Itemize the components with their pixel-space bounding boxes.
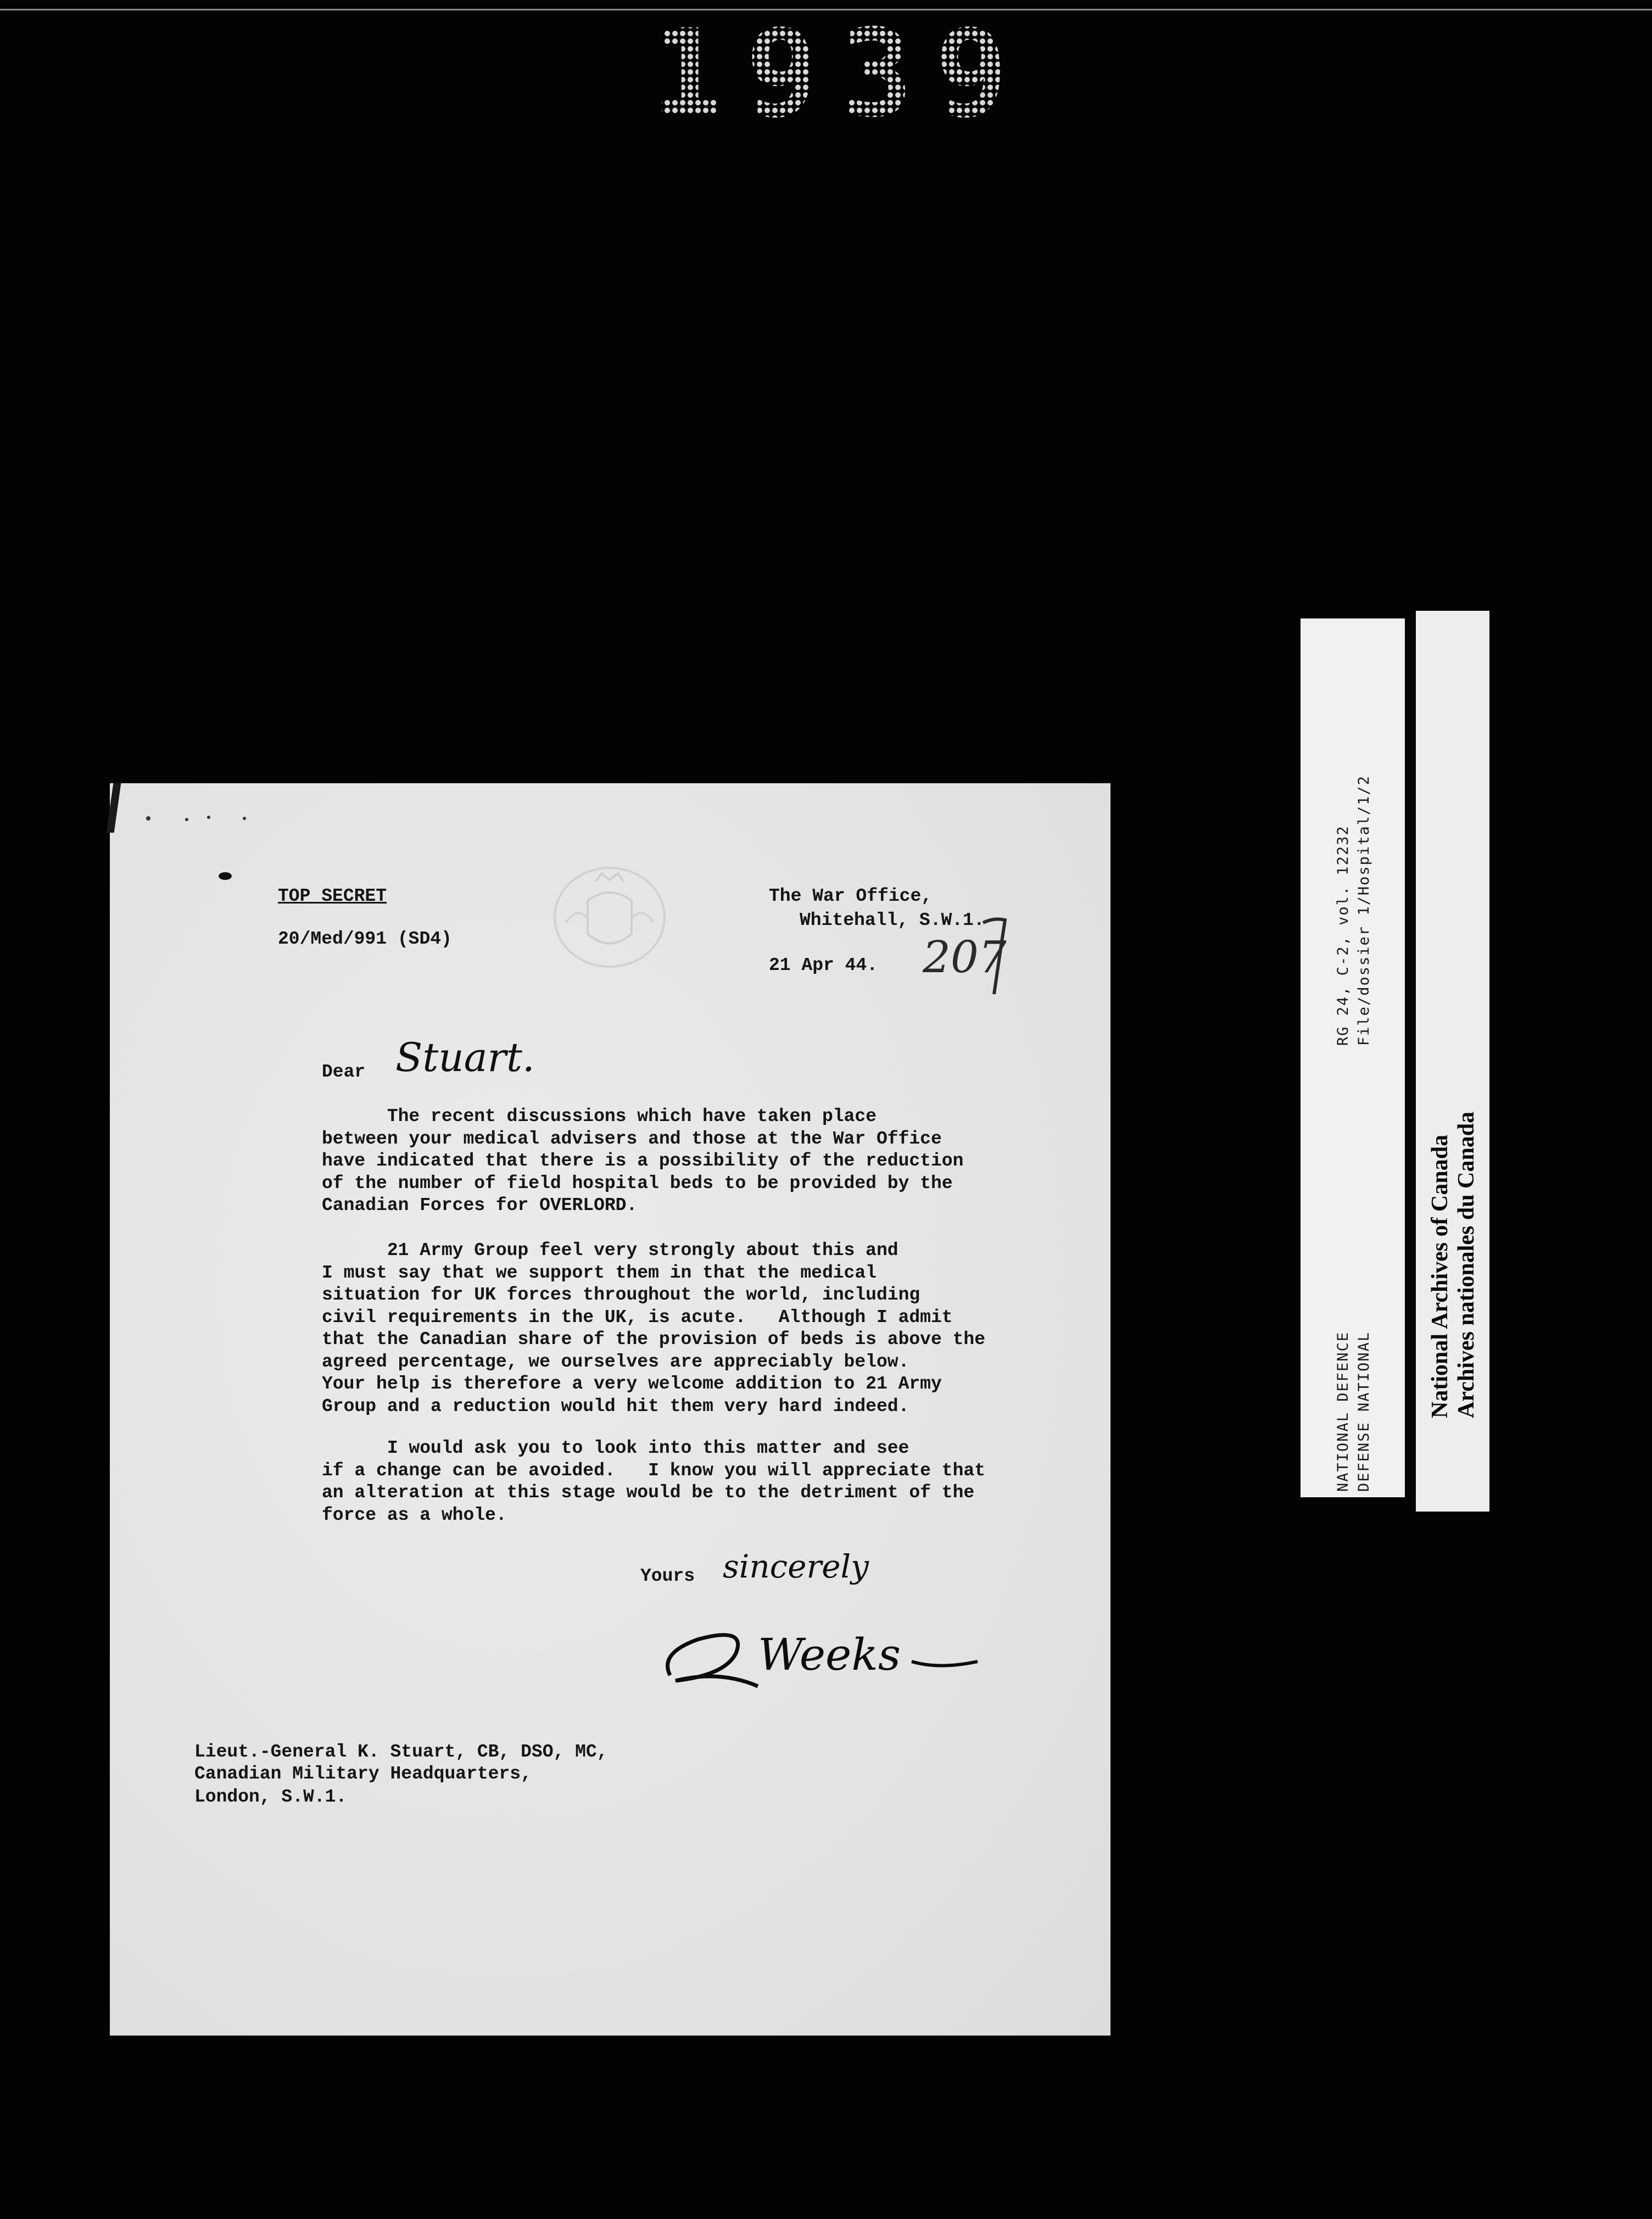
handwritten-salutation-name <box>390 1027 544 1088</box>
body-line: 21 Army Group feel very strongly about this and <box>322 1240 898 1261</box>
closing-word: Yours <box>640 1566 695 1586</box>
body-line: that the Canadian share of the provision of beds is above the <box>322 1329 985 1350</box>
archive-institution-label <box>1416 611 1489 1512</box>
recipient-line-2: Canadian Military Headquarters, <box>194 1764 532 1784</box>
body-line: Group and a reduction would hit them very hard indeed. <box>322 1396 909 1417</box>
archive-ref-line-2: File/dossier 1/Hospital/1/2 <box>1355 775 1372 1046</box>
body-line: an alteration at this stage would be to the detriment of the <box>322 1482 975 1503</box>
body-line: have indicated that there is a possibility of the reduction <box>322 1151 964 1171</box>
ink-specks <box>137 813 275 895</box>
body-line: I would ask you to look into this matter and see <box>322 1438 909 1458</box>
body-line: of the number of field hospital beds to be provided by the <box>322 1173 953 1194</box>
handwritten-signature <box>654 1609 994 1703</box>
body-line: situation for UK forces throughout the world, including <box>322 1285 920 1305</box>
institution-name-en: National Archives of Canada <box>1427 1134 1453 1418</box>
svg-text:207: 207 <box>923 932 1007 983</box>
archive-dept-line-1: NATIONAL DEFENCE <box>1335 1331 1352 1492</box>
body-line: between your medical advisers and those at the War Office <box>322 1128 942 1149</box>
body-line: if a change can be avoided. I know you will appreciate that <box>322 1460 985 1481</box>
institution-name-fr: Archives nationales du Canada <box>1454 1111 1479 1418</box>
body-line: Canadian Forces for OVERLORD. <box>322 1195 638 1216</box>
body-line: Your help is therefore a very welcome addition to 21 Army <box>322 1374 942 1394</box>
handwritten-closing <box>719 1545 906 1594</box>
body-line: civil requirements in the UK, is acute. Although I admit <box>322 1307 953 1328</box>
handwritten-folio-number <box>912 906 1022 1027</box>
svg-text:Stuart.: Stuart. <box>395 1034 535 1080</box>
classification-marking: TOP SECRET <box>278 886 387 906</box>
letter-date: 21 Apr 44. <box>769 955 878 975</box>
sender-address-line-2: Whitehall, S.W.1. <box>800 910 985 930</box>
body-line: I must say that we support them in that the medical <box>322 1262 877 1283</box>
sender-address-line-1: The War Office, <box>769 886 933 906</box>
reel-year-text: 1939 <box>651 22 1030 132</box>
salutation: Dear <box>322 1062 366 1082</box>
film-top-rule <box>0 9 1652 10</box>
body-line: force as a whole. <box>322 1504 507 1525</box>
archive-reference-label <box>1301 618 1413 1497</box>
recipient-line-1: Lieut.-General K. Stuart, CB, DSO, MC, <box>194 1742 608 1762</box>
svg-text:Weeks: Weeks <box>758 1629 901 1680</box>
file-reference: 20/Med/991 (SD4) <box>278 929 452 949</box>
war-office-crest-emblem <box>544 862 676 972</box>
archive-ref-line-1: RG 24, C-2, vol. 12232 <box>1335 825 1352 1046</box>
reel-year-perforated <box>648 22 1032 132</box>
recipient-line-3: London, S.W.1. <box>194 1787 347 1807</box>
body-line: The recent discussions which have taken place <box>322 1106 877 1127</box>
svg-text:sincerely: sincerely <box>723 1548 869 1585</box>
body-line: agreed percentage, we ourselves are appreciably below. <box>322 1351 909 1372</box>
archive-dept-line-2: DEFENSE NATIONAL <box>1355 1331 1372 1492</box>
